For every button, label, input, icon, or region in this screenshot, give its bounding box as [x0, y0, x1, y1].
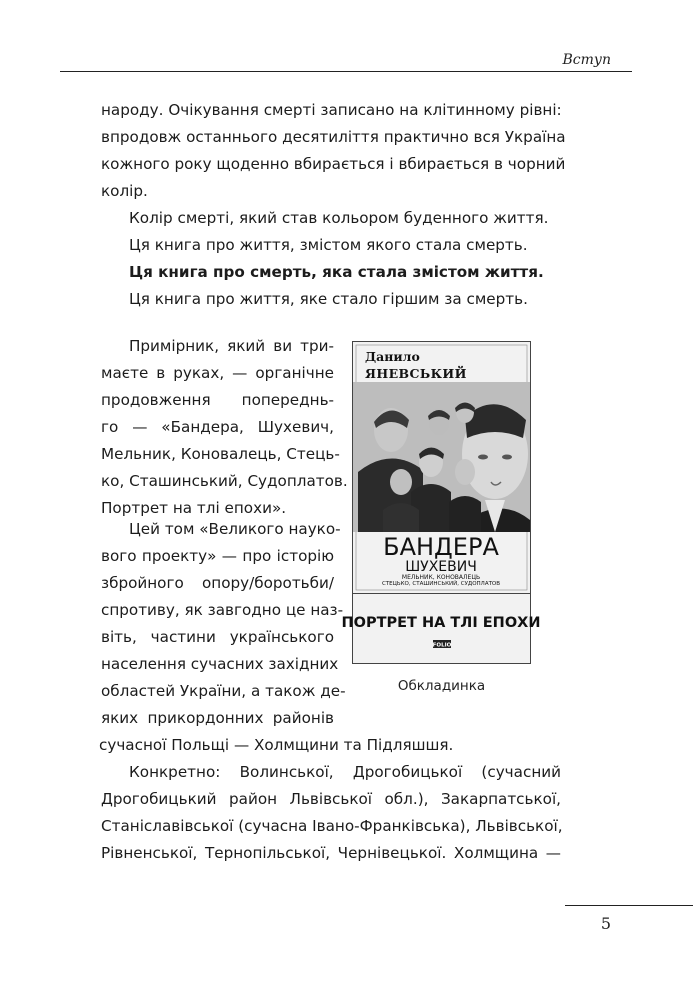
text-line: кожного року щоденно вбирається і вбирається в чорний	[101, 155, 566, 173]
text-line: Примірник, який ви три-	[129, 337, 334, 355]
cover-title-2: ШУХЕВИЧ	[405, 559, 477, 575]
text-line: продовження попереднь-	[101, 391, 334, 409]
figure-caption: Обкладинка	[397, 678, 486, 694]
text-line: населення сучасних західних	[101, 655, 339, 673]
text-line: Дрогобицький район Львівської обл.), Закарпатської,	[101, 790, 561, 808]
text-line: вого проекту» — про історію	[101, 547, 334, 565]
text-line: віть, частини українського	[101, 628, 334, 646]
cover-lower-panel	[341, 594, 541, 664]
text-line: сучасної Польщі — Холмщини та Підляшшя.	[99, 736, 454, 754]
text-line: спротиву, як завгодно це наз-	[101, 601, 344, 619]
intro-paragraph	[101, 97, 566, 313]
cover-subtitle-1: МЕЛЬНИК, КОНОВАЛЕЦЬ	[401, 574, 481, 581]
text-line: впродовж останнього десятиліття практично вся Україна	[101, 128, 566, 146]
column-paragraph-1	[101, 333, 348, 522]
statement-line: Колір смерті, який став кольором буденного життя.	[129, 209, 549, 227]
cover-author-first: Данило	[365, 349, 420, 364]
column-paragraph-2	[101, 516, 346, 732]
text-line: збройного опору/боротьби/	[101, 574, 334, 592]
cover-title-1: БАНДЕРА	[383, 533, 499, 561]
text-line: колір.	[101, 182, 148, 200]
book-cover-image	[352, 341, 531, 594]
page-number: 5	[600, 914, 612, 933]
text-line: маєте в руках, — органічне	[101, 364, 334, 382]
text-line: ко, Сташинський, Судоплатов.	[101, 472, 348, 490]
text-line: Мельник, Коновалець, Стець-	[101, 445, 340, 463]
text-line: Рівненської, Тернопільської, Чернівецької. Холмщина —	[101, 844, 561, 862]
running-header-title: Вступ	[562, 52, 611, 68]
text-line: областей України, а також де-	[101, 682, 346, 700]
paragraph-tail	[101, 732, 561, 759]
text-line: Цей том «Великого науко-	[129, 520, 341, 538]
publisher-logo: FOLIO	[432, 642, 452, 649]
cover-title-3: ПОРТРЕТ НА ТЛІ ЕПОХИ	[341, 615, 541, 631]
footer-rule	[565, 905, 693, 906]
text-line: яких прикордонних районів	[101, 709, 334, 727]
statement-line: Ця книга про життя, яке стало гіршим за смерть.	[129, 290, 528, 308]
statement-line: Ця книга про життя, змістом якого стала смерть.	[129, 236, 528, 254]
text-line: народу. Очікування смерті записано на клітинному рівні:	[101, 101, 562, 119]
text-line: го — «Бандера, Шухевич,	[101, 418, 334, 436]
cover-subtitle-2: СТЕЦЬКО, СТАШИНСЬКИЙ, СУДОПЛАТОВ	[381, 581, 501, 587]
header-rule	[60, 71, 632, 72]
cover-author-last: ЯНЕВСЬКИЙ	[365, 366, 467, 381]
text-line: Портрет на тлі епохи».	[101, 499, 287, 517]
text-line: Конкретно: Волинської, Дрогобицької (сучасний	[129, 763, 561, 781]
text-line: Станіславівської (сучасна Івано-Франківська), Львівської,	[101, 817, 563, 835]
statement-line-bold: Ця книга про смерть, яка стала змістом життя.	[129, 263, 544, 281]
cover-photo-collage	[353, 382, 530, 532]
closing-paragraph	[101, 759, 561, 867]
